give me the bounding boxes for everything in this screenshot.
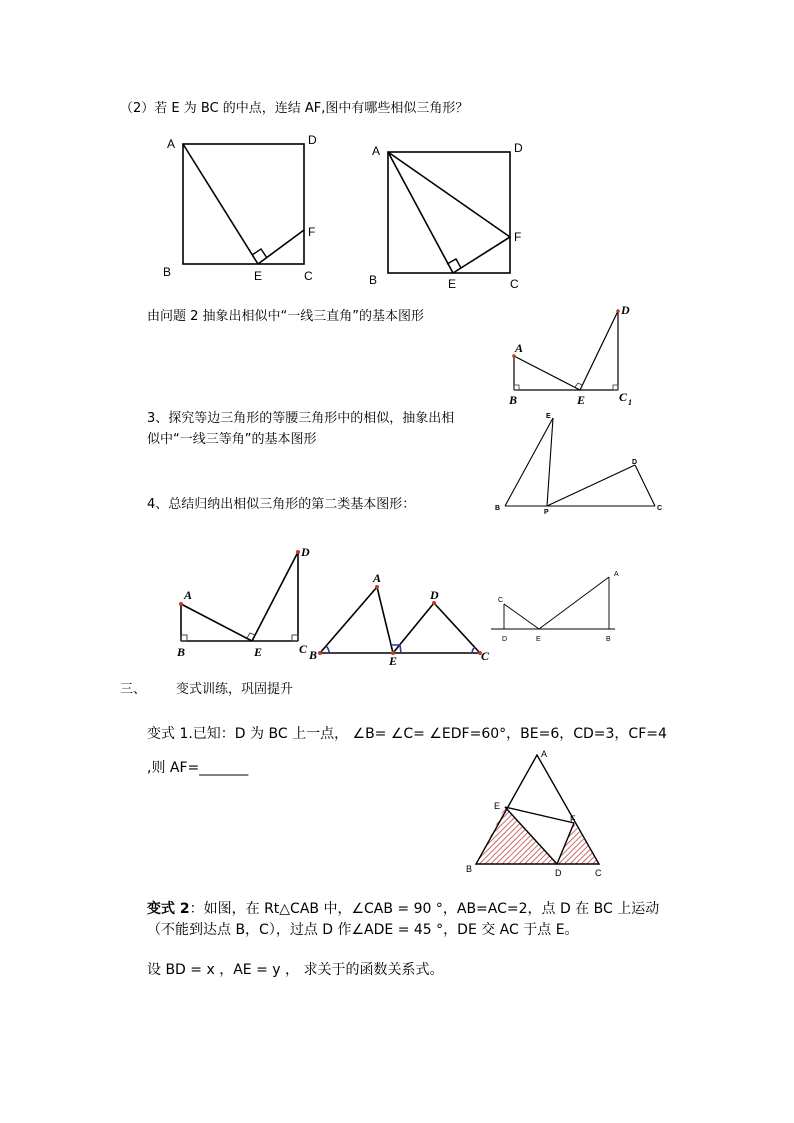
label-e: E <box>389 654 398 668</box>
variant2-text1: ：如图，在 Rt△CAB 中，∠CAB = 90 °，AB=AC=2，点 D 在 BC 上运动 <box>189 901 660 917</box>
label-c: C <box>304 269 313 283</box>
label-a: A <box>167 137 176 151</box>
point-d <box>616 309 620 313</box>
label-d: D <box>555 868 562 878</box>
item3-line2: 似中“一线三等角”的基本图形 <box>147 432 317 447</box>
label-e: E <box>448 277 457 291</box>
label-f: F <box>570 814 576 824</box>
variant2-line1 <box>147 901 659 918</box>
label-d: D <box>502 636 508 643</box>
section3-number: 三、 <box>120 682 147 697</box>
angle-mark-b <box>326 646 329 653</box>
segment-ba <box>320 587 377 653</box>
square-abcd <box>388 152 510 273</box>
label-e: E <box>254 269 263 283</box>
label-f: F <box>514 230 522 244</box>
segment-af <box>388 152 510 237</box>
segment-ae <box>181 604 252 641</box>
label-d: D <box>632 459 638 466</box>
label-b: B <box>309 648 318 662</box>
point-a <box>375 585 379 589</box>
label-p: P <box>544 509 549 516</box>
variant2-title: 变式 2 <box>147 901 190 917</box>
label-f: F <box>308 225 316 239</box>
label-d: D <box>308 133 317 147</box>
hatched-triangle-dcf <box>557 823 599 864</box>
label-c: C <box>595 868 602 878</box>
label-c: C <box>657 505 663 512</box>
segment-ae <box>377 587 393 653</box>
label-b: B <box>466 864 473 874</box>
segment-ed <box>252 552 298 641</box>
figure-square-1 <box>160 130 330 290</box>
label-d: D <box>514 141 523 155</box>
section3-title: 变式训练，巩固提升 <box>176 682 294 697</box>
segment-ef <box>258 230 304 264</box>
label-a: A <box>373 571 382 585</box>
segment-bp-top <box>505 418 553 506</box>
label-b: B <box>163 265 172 279</box>
label-c: C <box>510 277 519 291</box>
label-b: B <box>177 645 186 659</box>
angle-mark-c <box>472 647 475 653</box>
segment-pd <box>547 465 635 506</box>
label-a: A <box>515 341 524 355</box>
segment-dc <box>434 603 480 653</box>
label-c: C <box>619 390 628 404</box>
square-abcd <box>183 144 304 264</box>
figure-general <box>488 565 623 650</box>
label-c: C <box>299 642 308 656</box>
abstract-line: 由问题 2 抽象出相似中“一线三直角”的基本图形 <box>147 309 425 324</box>
label-c-subscript: 1 <box>628 398 632 407</box>
segment-dc <box>635 465 655 506</box>
figure-variant1-triangle <box>462 745 607 880</box>
label-a: A <box>184 588 193 602</box>
label-b: B <box>369 273 378 287</box>
segment-ae <box>388 152 453 273</box>
label-a: A <box>614 571 619 578</box>
segment-ed <box>580 311 618 390</box>
label-a: A <box>541 749 548 759</box>
label-e: E <box>546 413 551 420</box>
label-a: A <box>372 144 381 158</box>
point-b <box>318 651 322 655</box>
variant2-line3: 设 BD = x ，AE = y ， 求关于的函数关系式。 <box>147 962 444 978</box>
label-e: E <box>577 393 586 407</box>
label-e: E <box>536 636 541 643</box>
item3-line1: 3、探究等边三角形的等腰三角形中的相似，抽象出相 <box>147 411 455 426</box>
label-b: B <box>509 393 518 407</box>
segment-ea <box>539 577 609 629</box>
variant1-line2: ,则 AF=_______ <box>147 760 249 776</box>
figure-square-2 <box>365 138 540 298</box>
label-b: B <box>606 636 611 643</box>
label-c: C <box>498 597 504 604</box>
right-angle-b <box>181 635 187 641</box>
right-angle-c <box>613 385 618 390</box>
variant1-line1: 变式 1.已知：D 为 BC 上一点， ∠B= ∠C= ∠EDF=60°，BE=6，CD=3，CF=4 <box>147 726 667 742</box>
variant2-line2: （不能到达点 B，C），过点 D 作∠ADE = 45 °，DE 交 AC 于点 E。 <box>147 922 579 938</box>
label-e: E <box>494 801 501 811</box>
right-angle-b <box>514 385 519 390</box>
point-a <box>179 602 183 606</box>
label-e: E <box>254 645 263 659</box>
label-d: D <box>301 545 310 559</box>
label-c: C <box>481 649 490 663</box>
figure-three-right-angles-small <box>505 305 635 410</box>
figure-three-equal-angles-2 <box>305 572 495 667</box>
segment-ce <box>504 604 539 629</box>
right-angle-c <box>292 635 298 641</box>
segment-ae <box>514 356 580 390</box>
figure-three-equal-angles <box>492 405 672 520</box>
segment-ep <box>547 418 553 506</box>
figure-three-right-angles <box>170 543 320 663</box>
right-angle-e <box>575 383 582 387</box>
label-d: D <box>621 303 630 317</box>
point-d <box>296 550 300 554</box>
label-d: D <box>430 588 439 602</box>
segment-ae <box>183 144 258 264</box>
q2-prompt: （2）若 E 为 BC 的中点，连结 AF,图中有哪些相似三角形？ <box>120 101 469 116</box>
item4-line: 4、总结归纳出相似三角形的第二类基本图形： <box>147 497 416 512</box>
label-b: B <box>495 505 501 512</box>
